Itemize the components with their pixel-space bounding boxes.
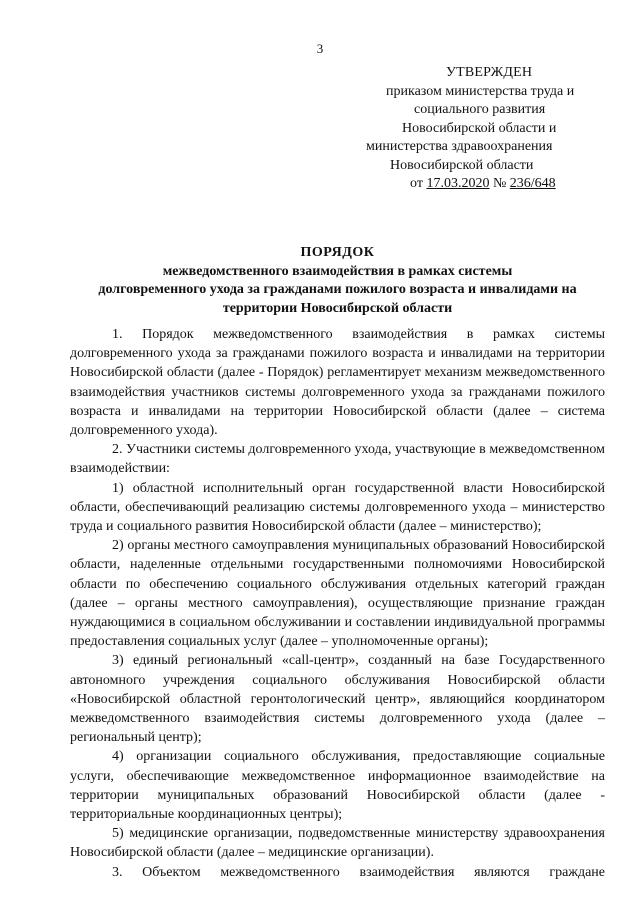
paragraph: 1. Порядок межведомственного взаимодействия в рамках системы долговременного ухода за гражданами пожилого возраста и инвалидами на территории Новосибирской области (далее - Порядок) регламентирует механизм межведомственного взаимодействия участников системы долговременного ухода за гражданами пожилого возраста и инвалидами на территории Новосибирской области (далее – система долговременного ухода). xyxy=(70,327,605,439)
title-main: ПОРЯДОК xyxy=(300,245,375,260)
approval-title: УТВЕРЖДЕН xyxy=(446,65,533,80)
approval-number: 236/648 xyxy=(509,176,556,191)
approval-line: министерства здравоохранения xyxy=(366,139,553,154)
document-title xyxy=(70,244,605,318)
approval-line: социального развития xyxy=(414,102,546,117)
paragraph: 5) медицинские организации, подведомственные министерству здравоохранения Новосибирской области (далее – медицинские организации). xyxy=(70,826,605,861)
approval-line: Новосибирской области xyxy=(390,157,534,173)
date-prefix: от xyxy=(410,176,423,191)
number-sign: № xyxy=(492,176,507,191)
approval-date-line xyxy=(366,175,626,194)
title-line: межведомственного взаимодействия в рамках системы xyxy=(162,263,513,279)
paragraph: 3) единый региональный «call-центр», созданный на базе Государственного автономного учреждения социального обслуживания Новосибирской области «Новосибирской областной геронтологический центр», являющийся координатором межведомственного взаимодействия системы долговременного ухода (далее – региональный центр); xyxy=(70,653,605,746)
paragraph: 3. Объектом межведомственного взаимодействия являются граждане xyxy=(112,864,605,880)
paragraph: 4) организации социального обслуживания, предоставляющие социальные услуги, обеспечивающие межведомственное информационное взаимодействие на территории муниципальных образований Новосибирской области (далее - территориальные координационных центры); xyxy=(70,749,605,823)
approval-block xyxy=(366,64,626,194)
paragraph: 2) органы местного самоуправления муниципальных образований Новосибирской области, наделенные отдельными государственными полномочиями Новосибирской области по обеспечению социального обслуживания отдельных категорий граждан (далее – органы местного самоуправления), осуществляющие признание граждан нуждающимися в социальном обслуживании и составлении индивидуальной программы предоставления социальных услуг (далее – уполномоченные органы); xyxy=(70,538,605,650)
approval-line: приказом министерства труда и xyxy=(386,83,575,99)
approval-line: Новосибирской области и xyxy=(402,120,557,136)
page-number: 3 xyxy=(316,41,324,56)
approval-date: 17.03.2020 xyxy=(426,176,490,191)
paragraph: 2. Участники системы долговременного ухода, участвующие в межведомственном взаимодействии: xyxy=(70,442,605,477)
title-line: долговременного ухода за гражданами пожилого возраста и инвалидами на xyxy=(98,282,577,297)
paragraph: 1) областной исполнительный орган государственной власти Новосибирской области, обеспечивающий реализацию системы долговременного ухода – министерство труда и социального развития Новосибирской области (далее – министерство); xyxy=(70,480,605,535)
document-body xyxy=(70,325,605,882)
title-line: территории Новосибирской области xyxy=(222,300,453,316)
